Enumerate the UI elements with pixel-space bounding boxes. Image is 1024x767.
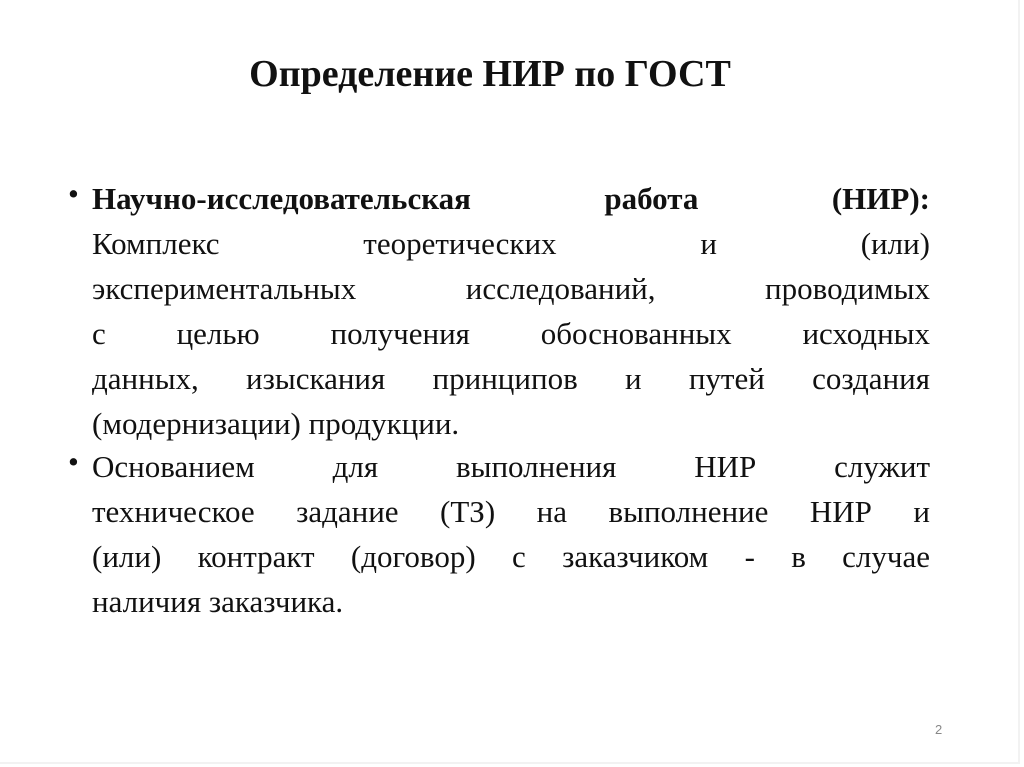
bullet-text-line: экспериментальных исследований, проводимых	[92, 271, 930, 306]
bullet-text-line: (или) контракт (договор) с заказчиком - в случае	[92, 539, 930, 574]
bullet-text-line: данных, изыскания принципов и путей создания	[92, 361, 930, 396]
bullet-text-line: наличия заказчика.	[92, 584, 344, 619]
slide-title: Определение НИР по ГОСТ	[249, 53, 731, 95]
bullet-marker: •	[68, 444, 79, 479]
bullet-text-line: с целью получения обоснованных исходных	[92, 316, 930, 351]
bullet-text-line: техническое задание (ТЗ) на выполнение НИР и	[92, 494, 930, 529]
page-number: 2	[935, 722, 943, 737]
bullet-marker: •	[68, 176, 79, 211]
bullet-term: Научно-исследовательская работа (НИР):	[92, 181, 930, 216]
bullet-text-line: Основанием для выполнения НИР служит	[92, 449, 930, 484]
bullet-text-line: Комплекс теоретических и (или)	[92, 226, 930, 261]
bullet-text-line: (модернизации) продукции.	[92, 406, 460, 441]
